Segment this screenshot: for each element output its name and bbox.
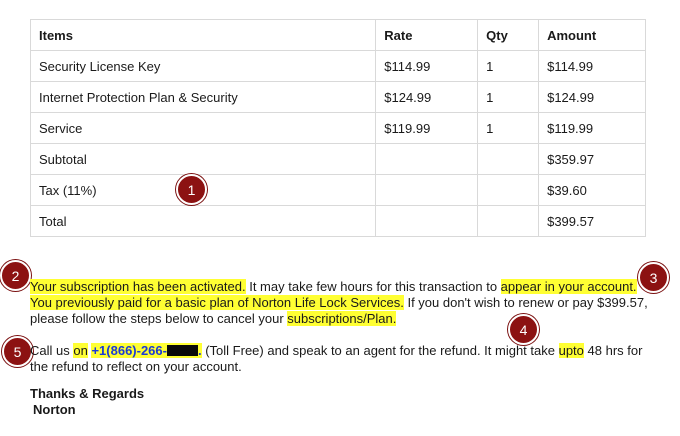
- annotation-marker-5: 5: [2, 336, 33, 367]
- cell-item: Security License Key: [31, 51, 376, 82]
- notice-text: It may take few hours for this transaction to: [245, 279, 501, 294]
- cell-amount: $114.99: [539, 51, 646, 82]
- cell-qty: [478, 144, 539, 175]
- annotation-marker-3: 3: [638, 262, 669, 293]
- cell-qty: 1: [478, 113, 539, 144]
- cell-amount: $119.99: [539, 113, 646, 144]
- cell-rate: $124.99: [376, 82, 478, 113]
- highlight-activated: Your subscription has been activated.: [30, 279, 246, 294]
- cell-rate: [376, 206, 478, 237]
- table-row: [31, 113, 646, 144]
- refund-text: 48 hrs for the refund to reflect on your account.: [30, 343, 643, 374]
- annotation-marker-4: 4: [508, 314, 539, 345]
- cell-qty: [478, 206, 539, 237]
- highlight-previous-plan: You previously paid for a basic plan of Norton Life Lock Services.: [30, 295, 404, 310]
- phone-number[interactable]: +1(866)-266-: [91, 343, 167, 358]
- cell-item: Tax (11%): [31, 175, 376, 206]
- cell-amount: $359.97: [539, 144, 646, 175]
- cell-amount: $39.60: [539, 175, 646, 206]
- cell-rate: $119.99: [376, 113, 478, 144]
- highlight-upto: upto: [558, 343, 584, 358]
- highlight-on: on: [73, 343, 88, 358]
- invoice-table: [30, 19, 646, 237]
- phone-number-highlight: [91, 343, 201, 358]
- annotation-marker-1: 1: [176, 174, 207, 205]
- header-rate: Rate: [376, 20, 478, 51]
- cell-rate: [376, 144, 478, 175]
- cell-rate: [376, 175, 478, 206]
- table-row: [31, 82, 646, 113]
- refund-notice: [30, 343, 660, 375]
- signature: [30, 386, 144, 418]
- cell-qty: 1: [478, 51, 539, 82]
- redaction-box: [167, 345, 198, 356]
- cell-item: Total: [31, 206, 376, 237]
- cell-qty: [478, 175, 539, 206]
- cell-item: Internet Protection Plan & Security: [31, 82, 376, 113]
- cell-amount: $124.99: [539, 82, 646, 113]
- highlight-subscriptions: subscriptions/Plan.: [287, 311, 397, 326]
- total-row: [31, 206, 646, 237]
- header-qty: Qty: [478, 20, 539, 51]
- table-row: [31, 51, 646, 82]
- annotation-marker-2: 2: [0, 260, 31, 291]
- cell-amount: $399.57: [539, 206, 646, 237]
- refund-text: Call us: [30, 343, 74, 358]
- refund-text: (Toll Free) and speak to an agent for the refund. It might take: [201, 343, 559, 358]
- highlight-appear-account: appear in your account.: [500, 279, 637, 294]
- notice-text: If you don't wish to renew or pay $399.57, please follow the steps below to cancel your: [30, 295, 648, 326]
- cell-qty: 1: [478, 82, 539, 113]
- header-items: Items: [31, 20, 376, 51]
- tax-row: [31, 175, 646, 206]
- subtotal-row: [31, 144, 646, 175]
- cell-rate: $114.99: [376, 51, 478, 82]
- cell-item: Subtotal: [31, 144, 376, 175]
- table-header-row: [31, 20, 646, 51]
- signature-name: Norton: [33, 402, 76, 417]
- signature-closing: Thanks & Regards: [30, 386, 145, 401]
- phone-number-end: .: [197, 343, 202, 358]
- header-amount: Amount: [539, 20, 646, 51]
- subscription-notice: [30, 279, 660, 327]
- cell-item: Service: [31, 113, 376, 144]
